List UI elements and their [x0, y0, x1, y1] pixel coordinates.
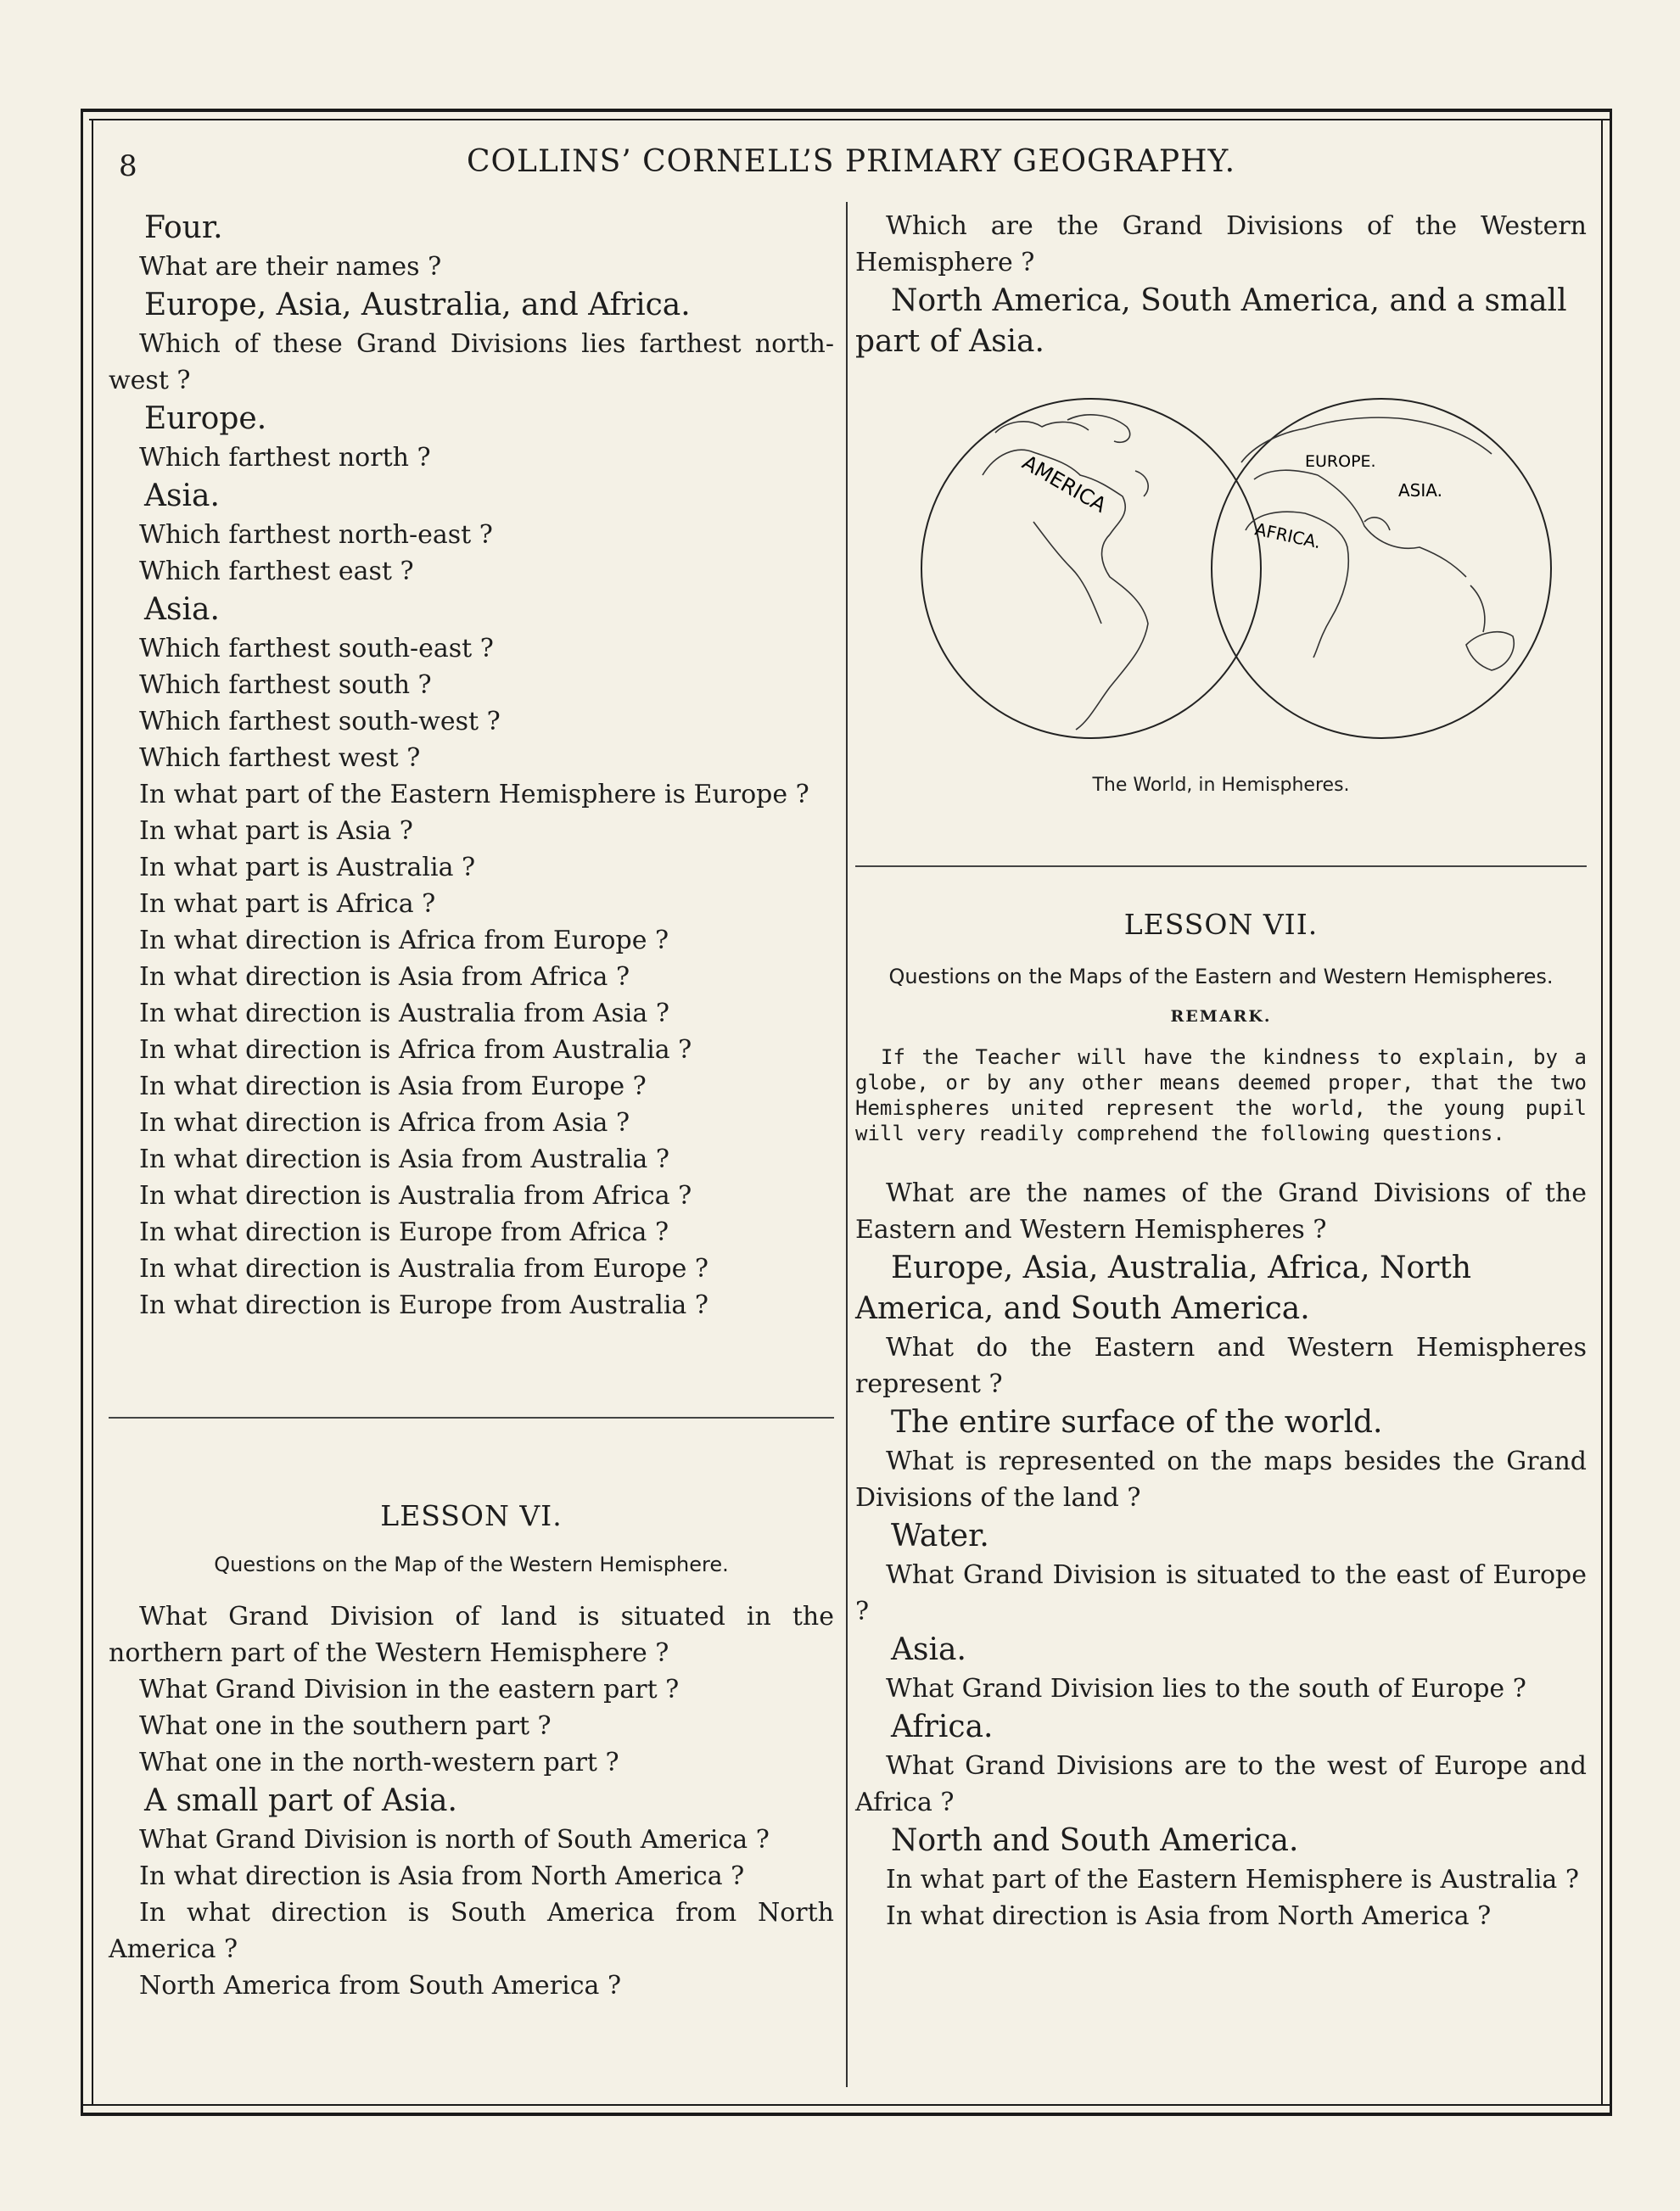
question-text: In what direction is Africa from Europe ?: [139, 926, 669, 955]
question-text: In what direction is Australia from Africa ?: [139, 1181, 692, 1211]
question-text: In what part is Africa ?: [139, 889, 436, 919]
answer-text: North America, South America, and a small part of Asia.: [855, 283, 1567, 359]
question-text: Which farthest east ?: [139, 557, 414, 586]
answer-text: Four.: [144, 210, 223, 245]
question-text: In what direction is Asia from Australia ?: [139, 1145, 669, 1174]
left-column: [109, 208, 834, 2004]
frame-bottom-rule: [81, 2113, 1612, 2116]
frame-bottom-inner-rule: [81, 2104, 1612, 2106]
answer-text: Europe, Asia, Australia, and Africa.: [144, 288, 691, 322]
lesson-vi-title: LESSON VI.: [380, 1499, 563, 1532]
question-text: Which farthest south-east ?: [139, 634, 494, 663]
question-text: Which farthest south ?: [139, 670, 432, 700]
answer-text: Europe, Asia, Australia, Africa, North America, and South America.: [855, 1251, 1472, 1326]
eastern-hemisphere-circle: [1212, 399, 1551, 738]
question-text: What Grand Divisions are to the west of Europe and Africa ?: [855, 1751, 1587, 1817]
lesson-vii-title: LESSON VII.: [1123, 908, 1319, 941]
question-text: Which farthest north-east ?: [139, 520, 493, 550]
america-label: AMERICA: [1018, 450, 1111, 518]
world-hemispheres-figure: [855, 395, 1587, 751]
page-header: [119, 144, 1595, 187]
answer-text: North and South America.: [891, 1823, 1299, 1858]
answer-text: A small part of Asia.: [144, 1783, 457, 1818]
lesson-vi-questions: [109, 1598, 834, 2004]
answer-text: Europe.: [144, 401, 267, 436]
question-text: In what part is Asia ?: [139, 816, 413, 846]
question-text: What is represented on the maps besides the Grand Divisions of the land ?: [855, 1447, 1587, 1513]
answer-text: Asia.: [144, 592, 220, 627]
frame-top-rule: [81, 109, 1612, 112]
question-text: In what part of the Eastern Hemisphere is Australia ?: [886, 1865, 1579, 1895]
page-number: 8: [119, 149, 137, 183]
question-text: What are their names ?: [139, 252, 442, 282]
question-text: What one in the southern part ?: [139, 1711, 552, 1741]
lesson-vi-subtitle: Questions on the Map of the Western Hemisphere.: [214, 1553, 729, 1576]
question-text: In what direction is Africa from Australia ?: [139, 1035, 692, 1065]
answer-text: The entire surface of the world.: [891, 1405, 1383, 1440]
frame-left-rule: [81, 109, 83, 2116]
question-text: In what direction is Asia from North America ?: [139, 1861, 745, 1891]
question-text: What Grand Division of land is situated in the northern part of the Western Hemisphere ?: [109, 1602, 834, 1668]
europe-label: EUROPE.: [1305, 452, 1376, 471]
question-text: In what direction is Australia from Europe ?: [139, 1254, 708, 1284]
question-text: In what direction is Australia from Asia ?: [139, 999, 669, 1028]
remark-text: If the Teacher will have the kindness to explain, by a globe, or by any other means deemed proper, that the two Hemispheres united represent the world, the young pupil will very readily comprehend the following questions.: [855, 1045, 1587, 1145]
question-text: What Grand Division lies to the south of Europe ?: [886, 1674, 1526, 1704]
column-divider: [846, 202, 848, 2087]
question-text: In what direction is Asia from Africa ?: [139, 962, 630, 992]
hemisphere-map: [855, 395, 1587, 796]
question-text: What Grand Division is situated to the east of Europe ?: [855, 1560, 1587, 1626]
africa-label: AFRICA.: [1252, 518, 1323, 553]
question-text: What Grand Division in the eastern part ?: [139, 1675, 680, 1704]
question-text: In what direction is Asia from North America ?: [886, 1901, 1492, 1931]
frame-top-inner-rule: [89, 119, 1612, 120]
question-text: In what part of the Eastern Hemisphere is Europe ?: [139, 780, 809, 809]
question-text: In what direction is South America from North America ?: [109, 1898, 834, 1964]
western-hemisphere-circle: [921, 399, 1261, 738]
question-text: In what direction is Africa from Asia ?: [139, 1108, 630, 1138]
answer-text: Asia.: [891, 1632, 966, 1667]
right-intro-questions: [855, 208, 1587, 362]
question-text: Which are the Grand Divisions of the Western Hemisphere ?: [855, 211, 1587, 277]
question-text: In what part is Australia ?: [139, 853, 476, 882]
question-text: What Grand Division is north of South America ?: [139, 1825, 770, 1855]
question-text: What one in the north-western part ?: [139, 1748, 619, 1777]
question-text: North America from South America ?: [139, 1971, 622, 2001]
right-column: [855, 208, 1587, 1934]
running-title: COLLINS’ CORNELL’S PRIMARY GEOGRAPHY.: [467, 144, 1236, 179]
frame-right-rule: [1610, 109, 1612, 2116]
frame-right-inner-rule: [1601, 119, 1603, 2106]
question-text: What are the names of the Grand Divisions of the Eastern and Western Hemispheres ?: [855, 1178, 1587, 1245]
lesson-vii-subtitle: Questions on the Maps of the Eastern and Western Hemispheres.: [888, 965, 1554, 988]
answer-text: Water.: [891, 1519, 989, 1553]
question-text: Which of these Grand Divisions lies farthest north-west ?: [109, 329, 834, 395]
question-text: In what direction is Europe from Australia ?: [139, 1290, 708, 1320]
answer-text: Asia.: [144, 479, 220, 513]
remark-label: REMARK.: [1170, 1007, 1272, 1026]
question-text: Which farthest south-west ?: [139, 707, 501, 736]
western-coastlines: [983, 415, 1148, 730]
answer-text: Africa.: [891, 1710, 994, 1744]
asia-label: ASIA.: [1398, 480, 1442, 501]
question-text: In what direction is Europe from Africa ?: [139, 1217, 669, 1247]
left-intro-questions: [109, 208, 834, 1324]
lesson-vii-questions: [855, 1175, 1587, 1934]
question-text: In what direction is Asia from Europe ?: [139, 1072, 647, 1101]
question-text: Which farthest north ?: [139, 443, 431, 473]
map-caption: The World, in Hemispheres.: [1092, 775, 1350, 796]
question-text: What do the Eastern and Western Hemispheres represent ?: [855, 1333, 1587, 1399]
frame-left-inner-rule: [92, 119, 93, 2106]
question-text: Which farthest west ?: [139, 743, 421, 773]
